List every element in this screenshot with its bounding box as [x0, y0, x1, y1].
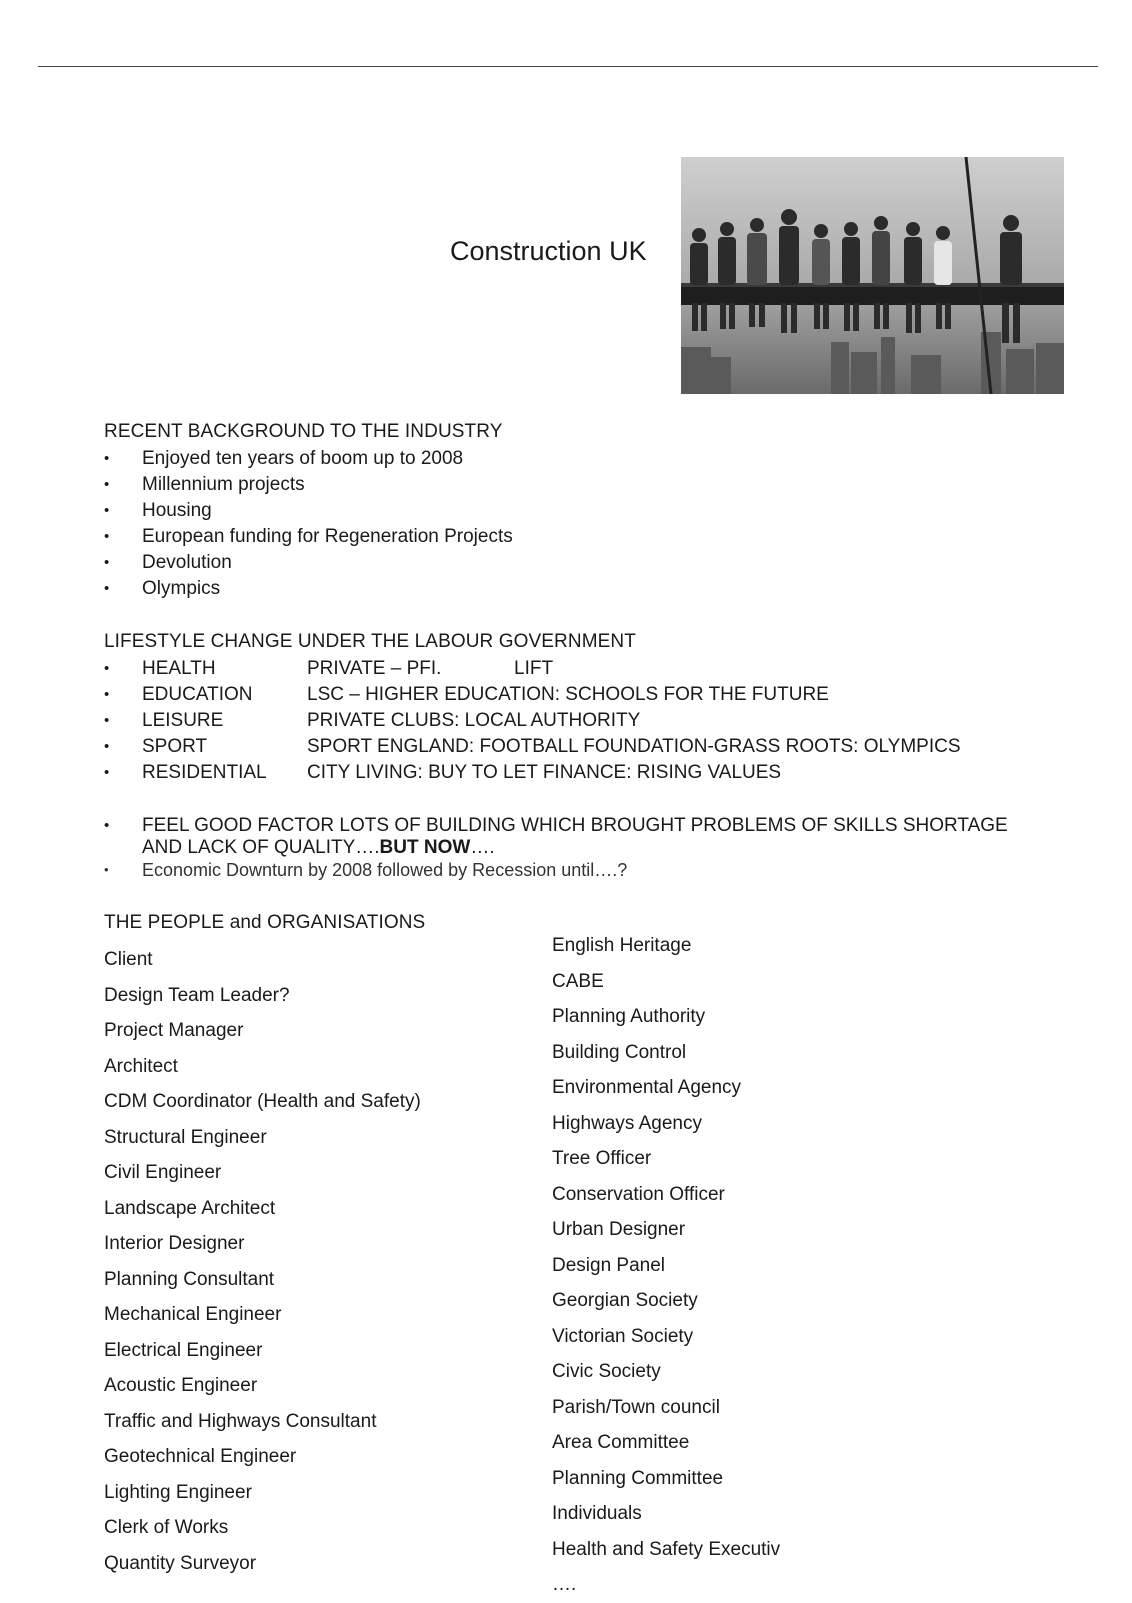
list-item: Mechanical Engineer: [104, 1304, 282, 1325]
list-item: Building Control: [552, 1041, 687, 1063]
list-item: Individuals: [552, 1503, 642, 1524]
list-item: Planning Authority: [552, 1006, 706, 1027]
bullet-icon: •: [104, 476, 110, 493]
list-item: Clerk of Works: [104, 1517, 229, 1538]
lifestyle-heading: LIFESTYLE CHANGE UNDER THE LABOUR GOVERNMENT: [104, 631, 636, 652]
bullet-icon: •: [104, 528, 110, 545]
list-item: Health and Safety Executiv: [552, 1538, 781, 1560]
list-item: Planning Committee: [552, 1467, 724, 1489]
bullet-icon: •: [104, 502, 110, 519]
list-item: Landscape Architect: [104, 1197, 276, 1219]
list-item: Electrical Engineer: [104, 1339, 263, 1361]
bullet-icon: •: [104, 450, 110, 467]
bullet-icon: •: [104, 580, 110, 597]
bullet-icon: •: [104, 738, 110, 755]
list-item: Interior Designer: [104, 1233, 245, 1254]
list-item: Environmental Agency: [552, 1077, 742, 1098]
list-item: Civic Society: [552, 1361, 661, 1382]
list-item: Structural Engineer: [104, 1126, 267, 1148]
list-item: Area Committee: [552, 1432, 690, 1453]
list-item: CDM Coordinator (Health and Safety): [104, 1091, 421, 1112]
bullet-icon: •: [104, 660, 110, 677]
list-item: Client: [104, 949, 153, 970]
construction-workers-photo: [681, 157, 1064, 394]
list-item: Project Manager: [104, 1020, 244, 1041]
list-item: Design Panel: [552, 1254, 666, 1276]
list-item: Quantity Surveyor: [104, 1552, 257, 1574]
bullet-icon: •: [104, 862, 109, 877]
list-item: ….: [552, 1574, 577, 1595]
bullet-icon: •: [104, 764, 110, 781]
list-item: Architect: [104, 1055, 178, 1077]
photo-illustration: [681, 157, 1064, 394]
page-title: Construction UK: [450, 236, 647, 266]
list-item: Urban Designer: [552, 1219, 686, 1240]
list-item: Victorian Society: [552, 1325, 694, 1347]
list-item: Geotechnical Engineer: [104, 1446, 297, 1467]
list-item: Design Team Leader?: [104, 984, 290, 1006]
bullet-icon: •: [104, 554, 110, 571]
list-item: Conservation Officer: [552, 1183, 725, 1205]
list-item: Traffic and Highways Consultant: [104, 1410, 377, 1432]
list-item: English Heritage: [552, 935, 692, 956]
people-list-left: [104, 942, 421, 1581]
list-item: Civil Engineer: [104, 1162, 222, 1183]
list-item: Tree Officer: [552, 1148, 652, 1169]
top-rule: [38, 66, 1098, 67]
background-heading: RECENT BACKGROUND TO THE INDUSTRY: [104, 421, 503, 442]
list-item: Planning Consultant: [104, 1268, 275, 1290]
list-item: Highways Agency: [552, 1112, 702, 1134]
list-item: CABE: [552, 970, 604, 992]
people-heading: THE PEOPLE and ORGANISATIONS: [104, 912, 426, 933]
bullet-icon: •: [104, 686, 110, 703]
people-list-right: [552, 928, 780, 1603]
list-item: Parish/Town council: [552, 1396, 720, 1418]
list-item: Georgian Society: [552, 1290, 698, 1311]
list-item: Lighting Engineer: [104, 1481, 252, 1503]
but-now-emphasis: BUT NOW: [379, 837, 471, 858]
bullet-icon: •: [104, 712, 110, 729]
list-item: Acoustic Engineer: [104, 1375, 258, 1396]
bullet-icon: •: [104, 817, 110, 834]
